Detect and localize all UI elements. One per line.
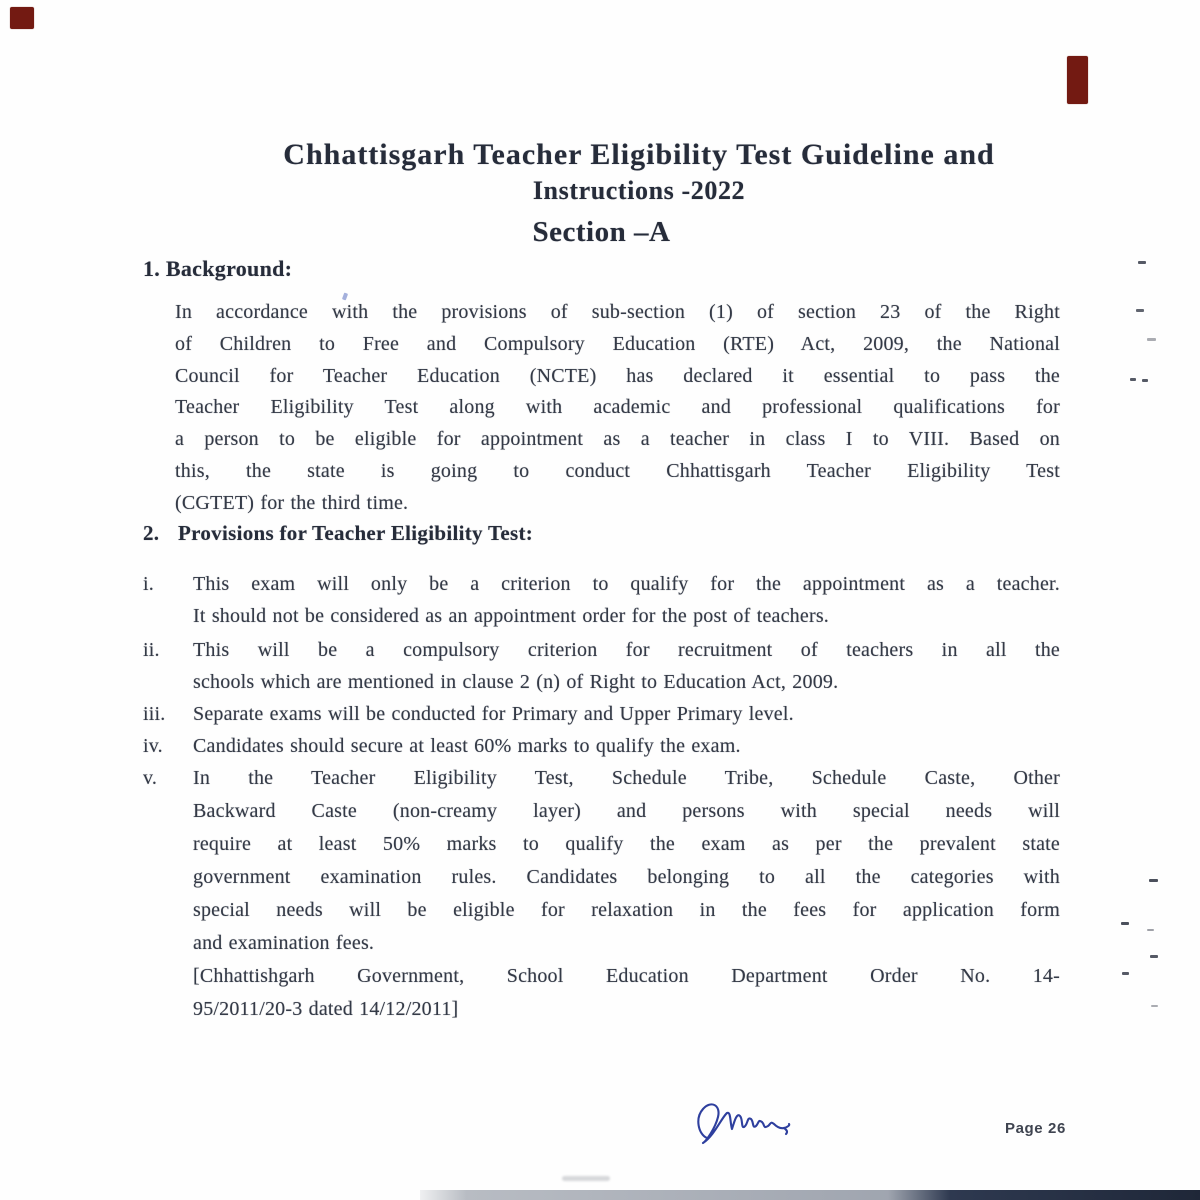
list-item-content	[193, 762, 1060, 1026]
text-line: Backward Caste (non-creamy layer) and persons with special needs will	[193, 800, 1060, 822]
text-line: This exam will only be a criterion to qualify for the appointment as a teacher.	[193, 573, 1060, 595]
title-line-1: Chhattisgarh Teacher Eligibility Test Guideline and	[283, 138, 995, 171]
list-item-marker: i.	[143, 573, 154, 595]
text-line: special needs will be eligible for relaxation in the fees for application form	[193, 899, 1060, 921]
provisions-heading	[143, 521, 533, 546]
text-line: [Chhattishgarh Government, School Education Department Order No. 14-	[193, 965, 1060, 987]
text-line: require at least 50% marks to qualify the exam as per the prevalent state	[193, 833, 1060, 855]
stray-mark	[1142, 379, 1148, 382]
scan-smudge	[562, 1176, 610, 1181]
scan-corner-mark	[10, 7, 34, 29]
list-item-content	[193, 568, 1060, 632]
section-heading: Section –A	[532, 216, 671, 248]
text-line: It should not be considered as an appointment order for the post of teachers.	[193, 605, 829, 627]
signature-ink	[692, 1096, 800, 1152]
list-item-marker: ii.	[143, 639, 160, 661]
list-item-content	[193, 634, 1060, 698]
text-line: Separate exams will be conducted for Primary and Upper Primary level.	[193, 703, 794, 725]
text-line: schools which are mentioned in clause 2 (n) of Right to Education Act, 2009.	[193, 671, 839, 693]
stray-mark	[1151, 1005, 1158, 1007]
text-line: a person to be eligible for appointment as a teacher in class I to VIII. Based on	[175, 428, 1060, 451]
text-line: 95/2011/20-3 dated 14/12/2011]	[193, 998, 459, 1020]
text-line: In accordance with the provisions of sub-section (1) of section 23 of the Right	[175, 301, 1060, 323]
text-line: This will be a compulsory criterion for recruitment of teachers in all the	[193, 639, 1060, 661]
list-item	[143, 698, 1060, 730]
list-item	[143, 762, 1060, 1026]
stray-mark	[1121, 922, 1129, 925]
list-item	[143, 730, 1060, 762]
text-line: Council for Teacher Education (NCTE) has declared it essential to pass the	[175, 364, 1060, 387]
provisions-list	[143, 560, 1060, 1026]
stray-mark	[1136, 309, 1144, 312]
provisions-heading-text: Provisions for Teacher Eligibility Test:	[178, 521, 534, 545]
stray-mark	[1130, 378, 1136, 381]
stray-mark	[1138, 261, 1146, 264]
background-heading: 1. Background:	[143, 256, 293, 281]
stray-mark	[1149, 879, 1158, 882]
list-item	[143, 634, 1060, 698]
stray-mark	[1150, 955, 1158, 958]
list-item-marker: iv.	[143, 735, 163, 757]
list-item	[143, 568, 1060, 632]
stray-mark	[1147, 338, 1156, 341]
list-item-content	[193, 730, 1060, 762]
document-title	[208, 139, 1070, 206]
text-line: (CGTET) for the third time.	[175, 491, 409, 514]
handwritten-signature	[692, 1096, 800, 1157]
text-line: and examination fees.	[193, 932, 375, 954]
background-paragraph	[175, 297, 1060, 520]
stray-mark	[1122, 972, 1129, 975]
text-line: Candidates should secure at least 60% marks to qualify the exam.	[193, 735, 741, 757]
stray-mark	[1147, 929, 1154, 931]
text-line: this, the state is going to conduct Chhattisgarh Teacher Eligibility Test	[175, 459, 1060, 482]
scan-edge-mark	[1067, 56, 1088, 104]
text-line: In the Teacher Eligibility Test, Schedule Tribe, Schedule Caste, Other	[193, 767, 1060, 789]
text-line: of Children to Free and Compulsory Education (RTE) Act, 2009, the National	[175, 332, 1060, 355]
scan-bottom-edge-bar	[420, 1190, 1200, 1200]
list-item-marker: iii.	[143, 703, 166, 725]
page-number: Page 26	[1005, 1120, 1066, 1137]
list-item-content	[193, 698, 1060, 730]
title-line-2: Instructions -2022	[532, 176, 746, 205]
provisions-heading-number: 2.	[143, 521, 160, 545]
text-line: Teacher Eligibility Test along with academic and professional qualifications for	[175, 396, 1060, 419]
list-item-marker: v.	[143, 767, 158, 789]
text-line: government examination rules. Candidates belonging to all the categories with	[193, 866, 1060, 888]
